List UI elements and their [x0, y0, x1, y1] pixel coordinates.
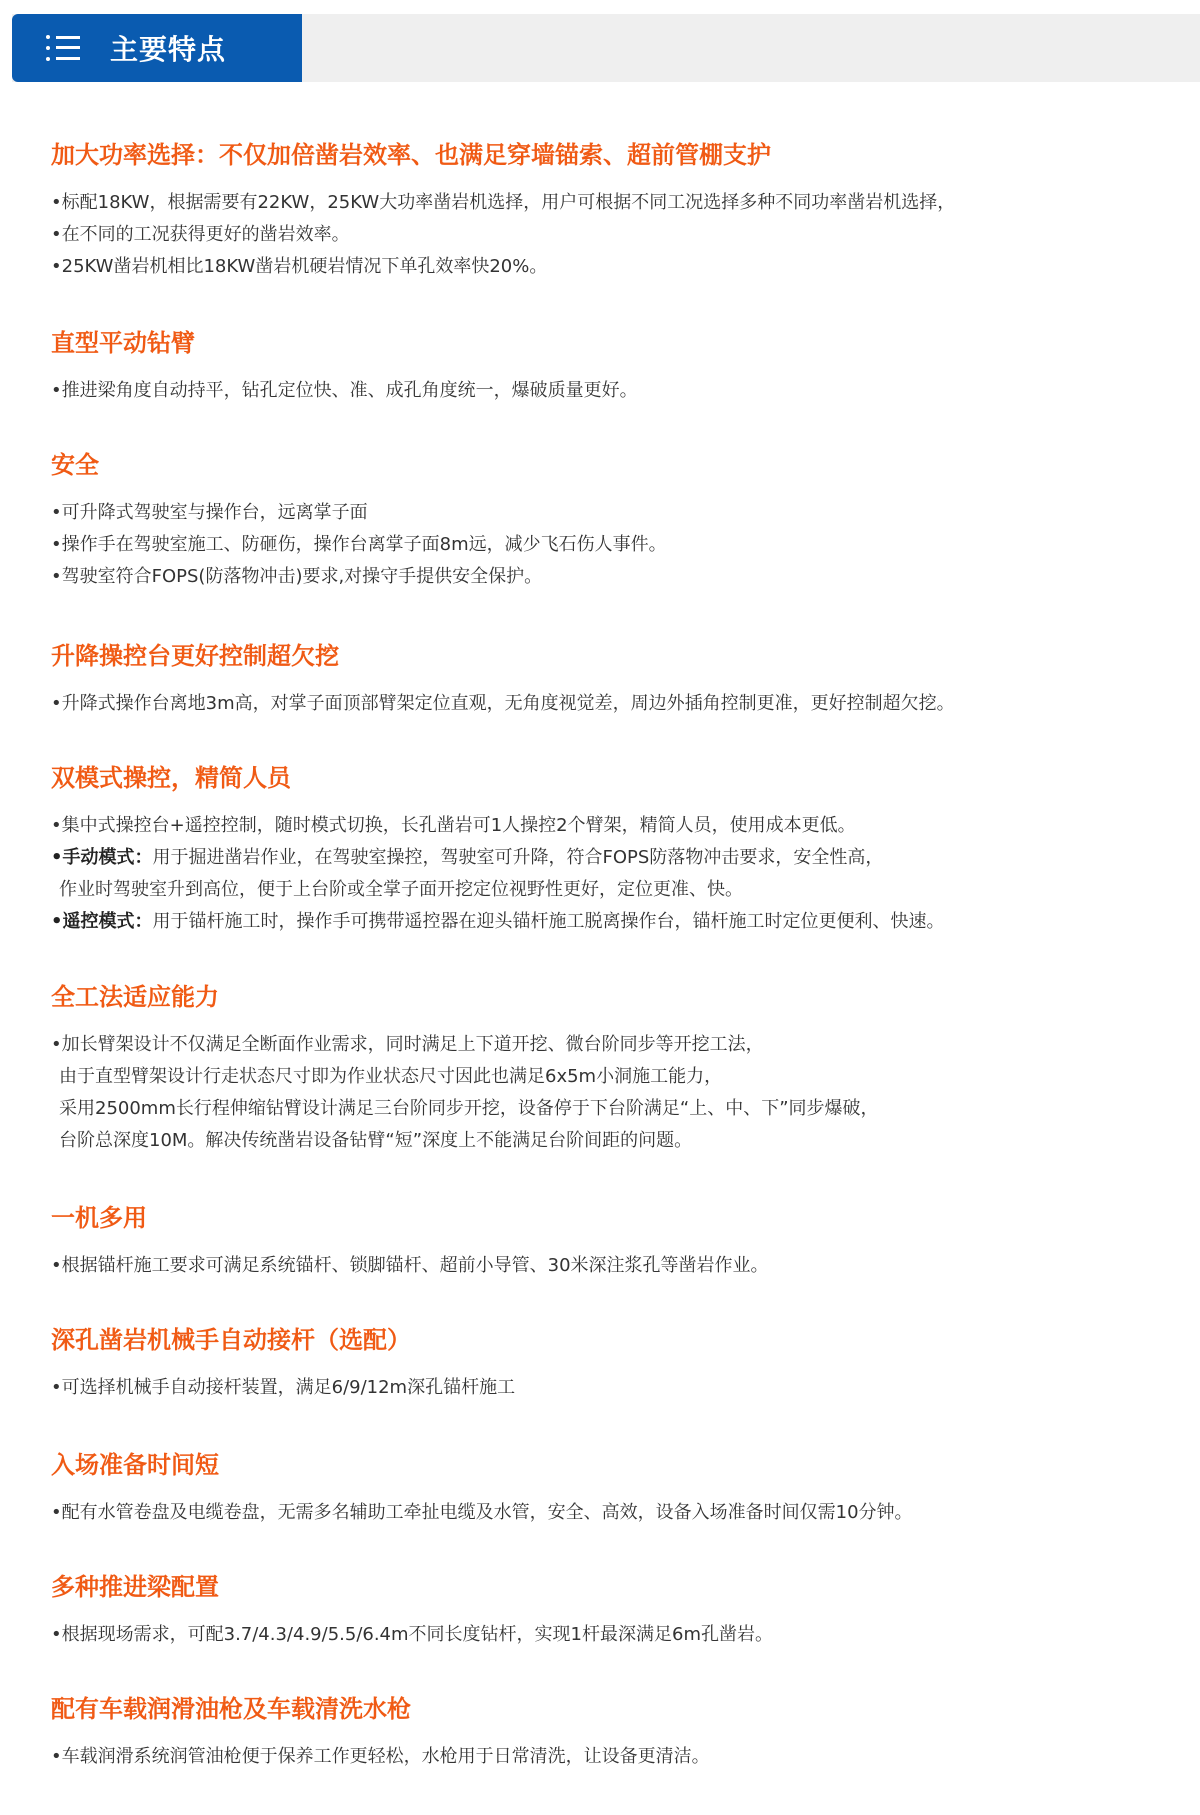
feature-line — [51, 561, 1180, 593]
line-text: 用于掘进凿岩作业，在驾驶室操控，驾驶室可升降，符合FOPS防落物冲击要求，安全性高， — [152, 847, 884, 868]
line-text: •标配18KW，根据需要有22KW，25KW大功率凿岩机选择，用户可根据不同工况选择多种不同功率凿岩机选择， — [51, 192, 956, 213]
feature-line — [51, 688, 1180, 720]
feature-lines — [51, 1029, 1180, 1157]
feature-line — [51, 1061, 1180, 1093]
list-icon — [46, 35, 82, 61]
mode-label: •遥控模式： — [51, 911, 153, 932]
line-text: •驾驶室符合FOPS(防落物冲击)要求,对操守手提供安全保护。 — [51, 566, 543, 587]
feature-title: 配有车载润滑油枪及车载清洗水枪 — [51, 1695, 411, 1723]
line-text: •操作手在驾驶室施工、防砸伤，操作台离掌子面8m远，减少飞石伤人事件。 — [51, 534, 667, 555]
feature-title: 双模式操控，精简人员 — [51, 764, 291, 792]
feature-line — [51, 497, 1180, 529]
feature-lines — [51, 375, 1180, 407]
line-text: •在不同的工况获得更好的凿岩效率。 — [51, 224, 350, 245]
feature-section — [51, 1325, 1180, 1404]
feature-line — [51, 187, 1180, 219]
feature-lines — [51, 1372, 1180, 1404]
feature-lines — [51, 810, 1180, 938]
line-text: 作业时驾驶室升到高位，便于上台阶或全掌子面开挖定位视野性更好，定位更准、快。 — [59, 879, 743, 900]
line-text: 由于直型臂架设计行走状态尺寸即为作业状态尺寸因此也满足6x5m小洞施工能力， — [59, 1066, 723, 1087]
line-text: 采用2500mm长行程伸缩钻臂设计满足三台阶同步开挖，设备停于下台阶满足“上、中、下”同步爆破， — [59, 1098, 879, 1119]
feature-section — [51, 1450, 1180, 1529]
feature-section — [51, 1694, 1180, 1773]
feature-lines — [51, 688, 1180, 720]
feature-title: 直型平动钻臂 — [51, 329, 195, 357]
feature-lines — [51, 1619, 1180, 1651]
feature-title: 深孔凿岩机械手自动接杆（选配） — [51, 1326, 411, 1354]
feature-line — [51, 1093, 1180, 1125]
feature-line — [51, 219, 1180, 251]
section-header — [12, 14, 302, 82]
feature-title: 全工法适应能力 — [51, 983, 219, 1011]
feature-line — [51, 906, 1180, 938]
line-text: •集中式操控台+遥控控制，随时模式切换，长孔凿岩可1人操控2个臂架，精简人员，使用成本更低。 — [51, 815, 856, 836]
feature-line — [51, 1029, 1180, 1061]
feature-lines — [51, 497, 1180, 593]
feature-line — [51, 529, 1180, 561]
feature-line — [51, 1497, 1180, 1529]
line-text: •升降式操作台离地3m高，对掌子面顶部臂架定位直观，无角度视觉差，周边外插角控制更准，更好控制超欠挖。 — [51, 693, 955, 714]
line-text: •25KW凿岩机相比18KW凿岩机硬岩情况下单孔效率快20%。 — [51, 256, 548, 277]
feature-title: 多种推进梁配置 — [51, 1573, 219, 1601]
feature-title: 入场准备时间短 — [51, 1451, 219, 1479]
feature-section — [51, 450, 1180, 593]
feature-title: 安全 — [51, 451, 99, 479]
feature-section — [51, 982, 1180, 1157]
feature-section — [51, 763, 1180, 938]
line-text: •配有水管卷盘及电缆卷盘，无需多名辅助工牵扯电缆及水管，安全、高效，设备入场准备时间仅需10分钟。 — [51, 1502, 913, 1523]
page-title: 主要特点 — [110, 33, 227, 66]
line-text: •可升降式驾驶室与操作台，远离掌子面 — [51, 502, 368, 523]
feature-section — [51, 140, 1180, 283]
line-text: 用于锚杆施工时，操作手可携带遥控器在迎头锚杆施工脱离操作台，锚杆施工时定位更便利、快速。 — [152, 911, 945, 932]
feature-line — [51, 1250, 1180, 1282]
feature-title: 一机多用 — [51, 1204, 147, 1232]
feature-line — [51, 842, 1180, 874]
feature-section — [51, 1572, 1180, 1651]
feature-section — [51, 1203, 1180, 1282]
feature-line — [51, 375, 1180, 407]
feature-title: 加大功率选择：不仅加倍凿岩效率、也满足穿墙锚索、超前管棚支护 — [51, 141, 771, 169]
feature-section — [51, 641, 1180, 720]
feature-line — [51, 1619, 1180, 1651]
feature-lines — [51, 1250, 1180, 1282]
line-text: •可选择机械手自动接杆装置，满足6/9/12m深孔锚杆施工 — [51, 1377, 516, 1398]
feature-line — [51, 1741, 1180, 1773]
line-text: •推进梁角度自动持平，钻孔定位快、准、成孔角度统一，爆破质量更好。 — [51, 380, 638, 401]
line-text: 台阶总深度10M。解决传统凿岩设备钻臂“短”深度上不能满足台阶间距的问题。 — [59, 1130, 693, 1151]
feature-lines — [51, 187, 1180, 283]
line-text: •根据现场需求，可配3.7/4.3/4.9/5.5/6.4m不同长度钻杆，实现1杆最深满足6m孔凿岩。 — [51, 1624, 773, 1645]
feature-lines — [51, 1497, 1180, 1529]
line-text: •车载润滑系统润管油枪便于保养工作更轻松，水枪用于日常清洗，让设备更清洁。 — [51, 1746, 710, 1767]
line-text: •加长臂架设计不仅满足全断面作业需求，同时满足上下道开挖、微台阶同步等开挖工法， — [51, 1034, 764, 1055]
feature-line — [51, 1372, 1180, 1404]
line-text: •根据锚杆施工要求可满足系统锚杆、锁脚锚杆、超前小导管、30米深注浆孔等凿岩作业。 — [51, 1255, 769, 1276]
feature-line — [51, 874, 1180, 906]
feature-line — [51, 1125, 1180, 1157]
feature-title: 升降操控台更好控制超欠挖 — [51, 642, 339, 670]
mode-label: •手动模式： — [51, 847, 153, 868]
feature-line — [51, 810, 1180, 842]
feature-line — [51, 251, 1180, 283]
feature-section — [51, 328, 1180, 407]
feature-lines — [51, 1741, 1180, 1773]
